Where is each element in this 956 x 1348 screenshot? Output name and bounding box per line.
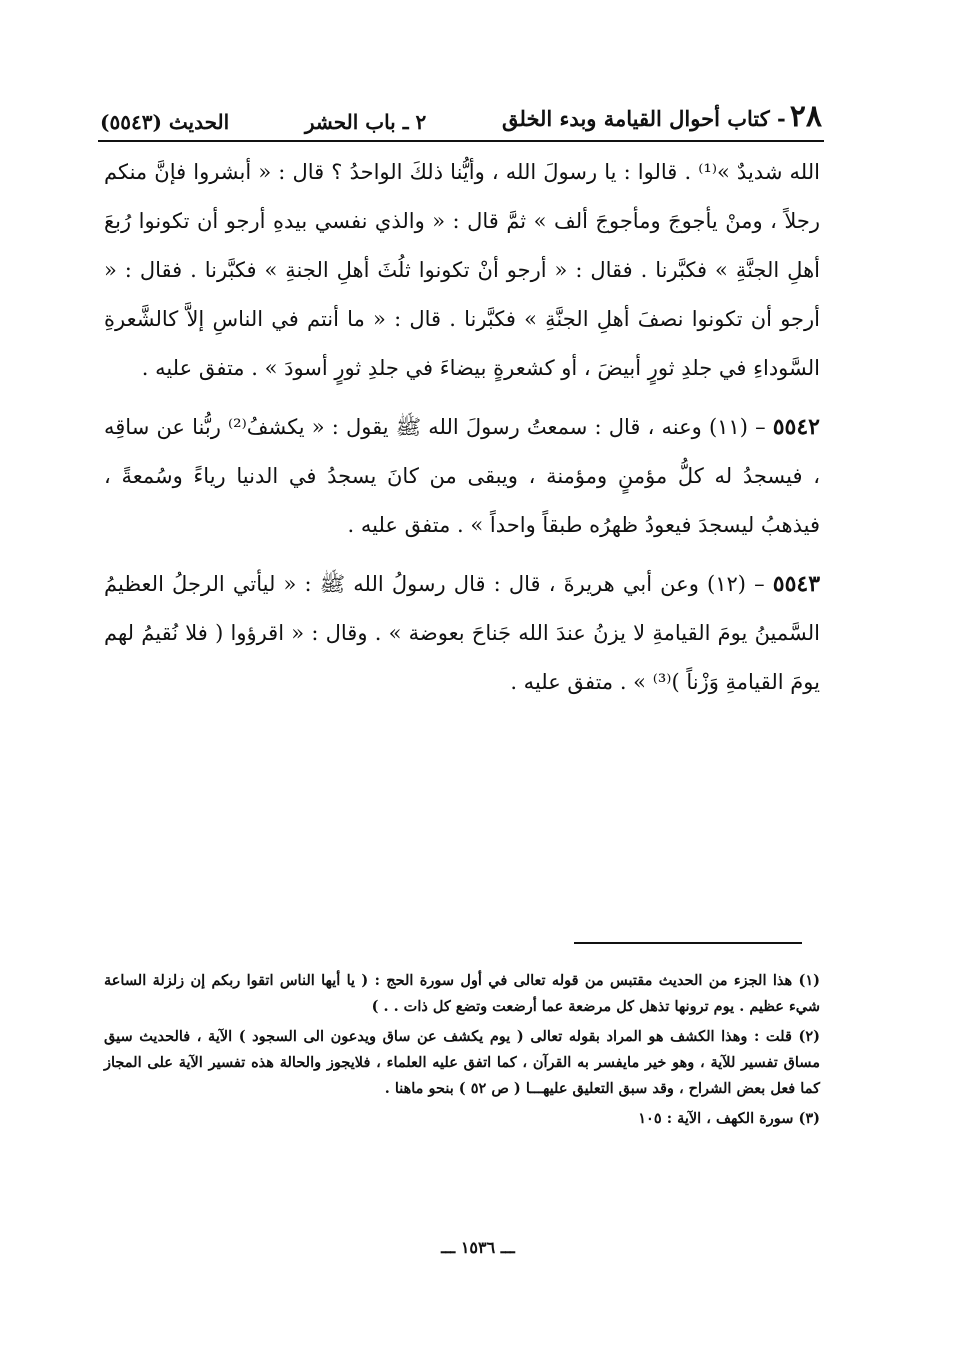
page-number: ـــ ١٥٣٦ ـــ xyxy=(441,1238,515,1257)
running-header xyxy=(100,88,822,134)
chapter-title: - كتاب أحوال القيامة وبدء الخلق xyxy=(501,106,786,131)
hadith-range: الحديث (٥٥٤٣) xyxy=(100,110,230,134)
header-divider xyxy=(98,140,824,142)
footnote-2: (٢) قلت : وهذا الكشف هو المراد بقوله تعالى ( يوم يكشف عن ساق ويدعون الى السجود ) الآية ، فالحديث سيق مساق تفسير للآية ، وهو خير مايفسر به القرآن ، كما اتفق عليه العلماء ، فلايجوز والحالة هذه تفسير الآية على المجاز كما فعل بعض الشراح ، وقد سبق التعليق عليهـــا ( ص ٥٢ ) بنحو ماهنا . xyxy=(104,1028,820,1097)
hadith-number: ٥٥٤٣ xyxy=(772,571,821,597)
footnote-divider xyxy=(574,942,802,944)
paragraph-continuation xyxy=(104,148,820,393)
chapter-number: ٢٨ xyxy=(789,99,822,134)
paragraph-text: – (١١) وعنه ، قال : سمعتُ رسولَ الله ﷺ يقول : « يكشفُ⁽²⁾ ربُّنا عن ساقِه ، فيسجدُ له كلُّ مؤمنٍ ومؤمنة ، ويبقى من كانَ يسجدُ في الدنيا رياءً وسُمعةً ، فيذهبُ ليسجدَ فيعودُ ظهرُه طبقاً واحداً » . متفق عليه . xyxy=(104,415,820,537)
footnotes xyxy=(104,968,820,1136)
chapter-heading xyxy=(502,99,822,134)
paragraph-hadith-5543 xyxy=(104,560,820,707)
footnote-1: (١) هذا الجزء من الحديث مقتبس من قوله تعالى في أول سورة الحج : ( يا أيها الناس اتقوا ربكم إن زلزلة الساعة شيء عظيم . يوم ترونها تذهل كل مرضعة عما أرضعت وتضع كل ذات . . ) xyxy=(104,972,820,1015)
paragraph-hadith-5542 xyxy=(104,403,820,550)
section-title: ٢ ـ باب الحشر xyxy=(304,110,427,134)
hadith-number: ٥٥٤٢ xyxy=(772,414,820,440)
footnote-3: (٣) سورة الكهف ، الآية : ١٠٥ xyxy=(638,1110,820,1127)
paragraph-text: – (١٢) وعن أبي هريرةَ ، قال : قال رسولُ الله ﷺ : « ليأتي الرجلُ العظيمُ السَّمينُ يومَ القيامةِ لا يزنُ عندَ الله جَناحَ بعوضة » . وقال : « اقرؤوا ( فلا نُقيمُ لهم يومَ القيامةِ وَزْناً )⁽³⁾ » . متفق عليه . xyxy=(104,572,820,694)
main-text xyxy=(104,148,820,717)
paragraph-text: الله شديدٌ »⁽¹⁾ . قالوا : يا رسولَ الله ، وأيُّنا ذلكَ الواحدُ ؟ قال : « أبشروا فإنَّ منكم رجلاً ، ومنْ يأجوجَ ومأجوجَ ألف » ثمَّ قال : « والذي نفسي بيدهِ أرجو أن تكونوا رُبعَ أهلِ الجنَّةِ » فكبَّرنا . فقال : « أرجو أنْ تكونوا ثلُثَ أهلِ الجنةِ » فكبَّرنا . فقال : « أرجو أن تكونوا نصفَ أهلِ الجنَّةِ » فكبَّرنا . قال : « ما أنتم في الناسِ إلاَّ كالشَّعرةِ السَّوداءِ في جلدِ ثورٍ أبيضَ ، أو كشعرةٍ بيضاءَ في جلدِ ثورٍ أسودَ » . متفق عليه . xyxy=(104,160,820,380)
